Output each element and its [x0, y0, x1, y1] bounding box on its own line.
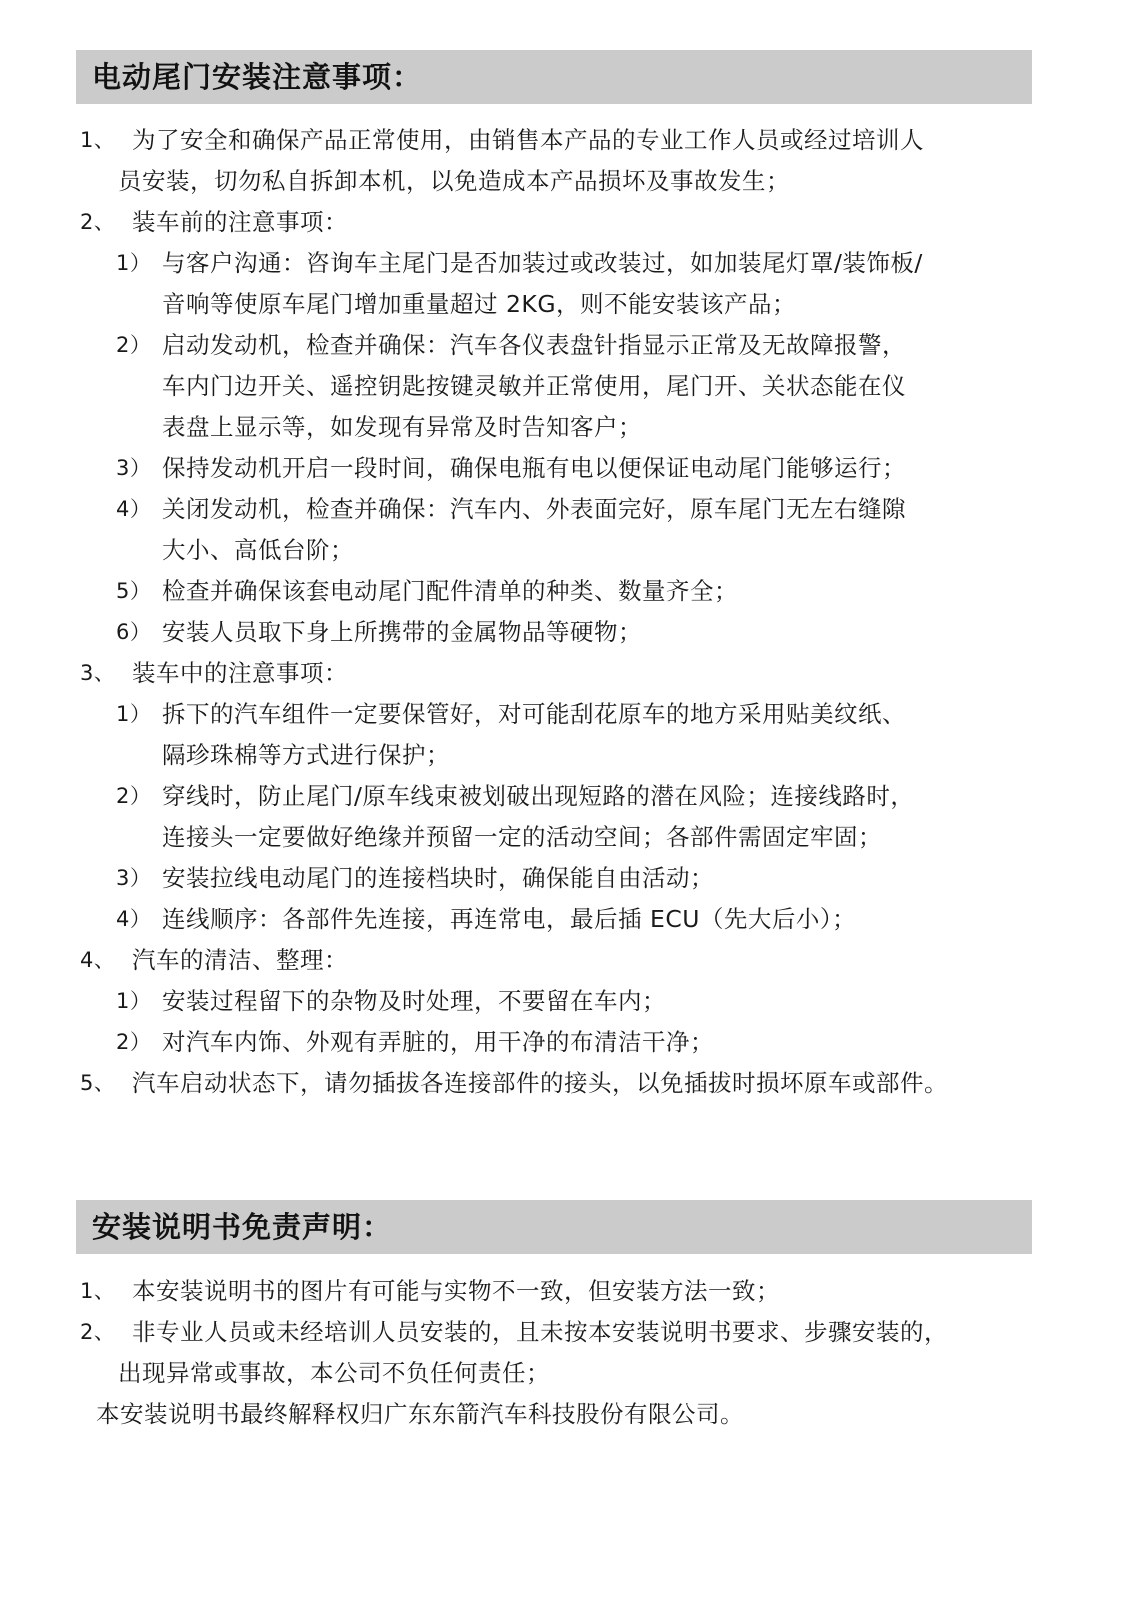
sub-item-number: 4） [116, 907, 152, 931]
item-number: 5、 [80, 1071, 116, 1095]
sub-item-text: 拆下的汽车组件一定要保管好，对可能刮花原车的地方采用贴美纹纸、 [162, 700, 906, 728]
sub-item-text: 大小、高低台阶； [162, 536, 354, 564]
item-number: 4、 [80, 948, 116, 972]
item-number: 1、 [80, 1279, 116, 1303]
sub-item-number: 2） [116, 784, 152, 808]
sub-item-text: 安装人员取下身上所携带的金属物品等硬物； [162, 618, 642, 646]
sub-item-text: 连线顺序：各部件先连接，再连常电，最后插 ECU（先大后小）； [162, 905, 857, 933]
sub-item-text: 对汽车内饰、外观有弄脏的，用干净的布清洁干净； [162, 1028, 714, 1056]
sub-item-number: 3） [116, 456, 152, 480]
note-text: 本安装说明书最终解释权归广东东箭汽车科技股份有限公司。 [96, 1400, 744, 1428]
sub-list-item [0, 899, 1127, 940]
sub-item-number: 1） [116, 251, 152, 275]
sub-list-item-continuation [0, 530, 1127, 571]
item-text: 本安装说明书的图片有可能与实物不一致，但安装方法一致； [132, 1277, 780, 1305]
sub-list-item [0, 858, 1127, 899]
section-title-disclaimer: 安装说明书免责声明： [76, 1200, 1032, 1254]
list-item [0, 940, 1127, 981]
sub-list-item [0, 489, 1127, 530]
sub-item-text: 保持发动机开启一段时间，确保电瓶有电以便保证电动尾门能够运行； [162, 454, 906, 482]
sub-list-item [0, 694, 1127, 735]
item-text: 装车前的注意事项： [132, 208, 348, 236]
sub-list-item-continuation [0, 407, 1127, 448]
sub-item-number: 2） [116, 1030, 152, 1054]
list-item [0, 653, 1127, 694]
sub-item-text: 关闭发动机，检查并确保：汽车内、外表面完好，原车尾门无左右缝隙 [162, 495, 906, 523]
item-text: 员安装，切勿私自拆卸本机，以免造成本产品损坏及事故发生； [118, 167, 790, 195]
sub-item-text: 安装拉线电动尾门的连接档块时，确保能自由活动； [162, 864, 714, 892]
sub-list-item [0, 612, 1127, 653]
list-item [0, 120, 1127, 161]
list-item [0, 202, 1127, 243]
sub-item-number: 4） [116, 497, 152, 521]
item-text: 汽车的清洁、整理： [132, 946, 348, 974]
item-text: 汽车启动状态下，请勿插拔各连接部件的接头，以免插拔时损坏原车或部件。 [132, 1069, 948, 1097]
item-number: 2、 [80, 210, 116, 234]
sub-item-text: 连接头一定要做好绝缘并预留一定的活动空间；各部件需固定牢固； [162, 823, 882, 851]
sub-list-item [0, 571, 1127, 612]
sub-item-text: 音响等使原车尾门增加重量超过 2KG，则不能安装该产品； [162, 290, 797, 318]
sub-list-item-continuation [0, 817, 1127, 858]
sub-item-number: 1） [116, 702, 152, 726]
list-item [0, 1063, 1127, 1104]
sub-item-text: 车内门边开关、遥控钥匙按键灵敏并正常使用，尾门开、关状态能在仪 [162, 372, 906, 400]
list-item [0, 1312, 1127, 1353]
sub-item-number: 6） [116, 620, 152, 644]
sub-item-number: 3） [116, 866, 152, 890]
sub-item-number: 1） [116, 989, 152, 1013]
sub-item-text: 隔珍珠棉等方式进行保护； [162, 741, 450, 769]
sub-item-text: 表盘上显示等，如发现有异常及时告知客户； [162, 413, 642, 441]
sub-list-item [0, 325, 1127, 366]
sub-item-number: 5） [116, 579, 152, 603]
sub-list-item [0, 776, 1127, 817]
sub-item-text: 检查并确保该套电动尾门配件清单的种类、数量齐全； [162, 577, 738, 605]
sub-list-item [0, 1022, 1127, 1063]
item-text: 装车中的注意事项： [132, 659, 348, 687]
sub-item-number: 2） [116, 333, 152, 357]
sub-list-item-continuation [0, 366, 1127, 407]
sub-list-item [0, 243, 1127, 284]
sub-list-item-continuation [0, 284, 1127, 325]
sub-item-text: 启动发动机，检查并确保：汽车各仪表盘针指显示正常及无故障报警， [162, 331, 906, 359]
sub-list-item-continuation [0, 735, 1127, 776]
item-text: 非专业人员或未经培训人员安装的，且未按本安装说明书要求、步骤安装的， [132, 1318, 948, 1346]
sub-list-item [0, 981, 1127, 1022]
item-number: 1、 [80, 128, 116, 152]
installation-notes-list [0, 120, 1127, 1104]
list-item [0, 1271, 1127, 1312]
item-number: 2、 [80, 1320, 116, 1344]
sub-item-text: 安装过程留下的杂物及时处理，不要留在车内； [162, 987, 666, 1015]
list-item-continuation [0, 1353, 1127, 1394]
sub-list-item [0, 448, 1127, 489]
item-text: 为了安全和确保产品正常使用，由销售本产品的专业工作人员或经过培训人 [132, 126, 924, 154]
item-number: 3、 [80, 661, 116, 685]
sub-item-text: 与客户沟通：咨询车主尾门是否加装过或改装过，如加装尾灯罩/装饰板/ [162, 249, 923, 277]
sub-item-text: 穿线时，防止尾门/原车线束被划破出现短路的潜在风险；连接线路时， [162, 782, 915, 810]
list-item-continuation [0, 161, 1127, 202]
item-text: 出现异常或事故，本公司不负任何责任； [118, 1359, 550, 1387]
section-title-installation-notes: 电动尾门安装注意事项： [76, 50, 1032, 104]
final-interpretation-note [0, 1394, 1127, 1435]
disclaimer-list [0, 1271, 1127, 1435]
